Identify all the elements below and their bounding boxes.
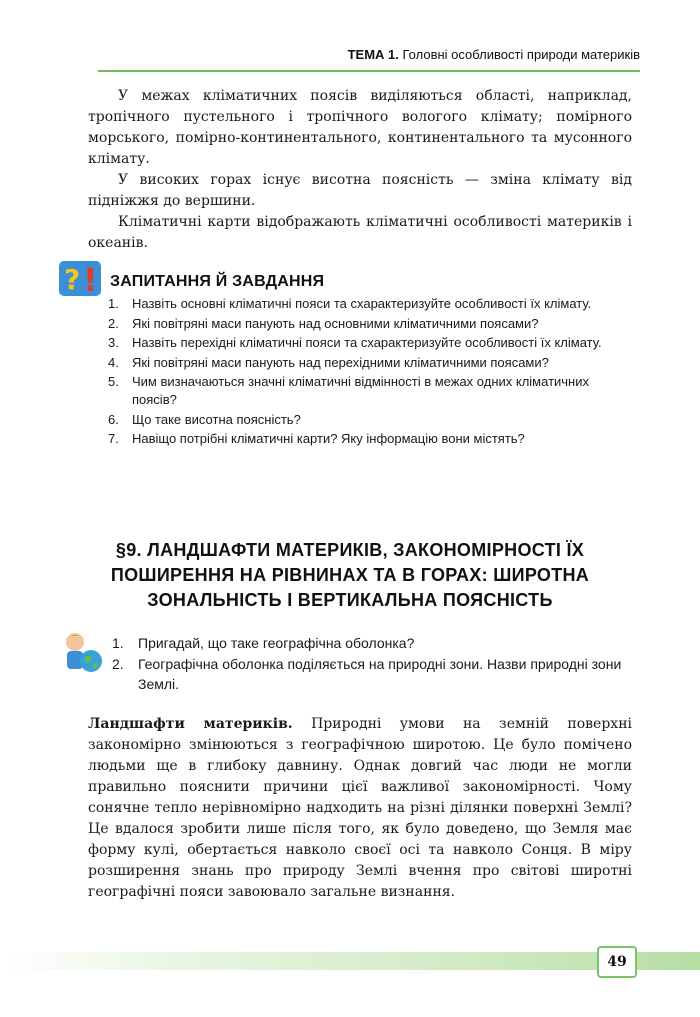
- item-text: Які повітряні маси панують над перехідними кліматичними поясами?: [132, 354, 549, 370]
- main-paragraph: [88, 714, 632, 903]
- item-number: 6.: [108, 411, 119, 427]
- list-item: [112, 633, 636, 653]
- item-text: Які повітряні маси панують над основними кліматичними поясами?: [132, 315, 539, 331]
- item-number: 3.: [108, 335, 119, 350]
- list-item: [108, 295, 636, 313]
- child-with-globe-icon: [60, 630, 106, 676]
- paragraph: У межах кліматичних поясів виділяються області, наприклад, тропічного пустельного і тропічного вологого клімату; помірного морського, помірно-континентального, континентального та мусонного клімату.: [88, 88, 632, 167]
- page-header: [98, 40, 640, 72]
- topic-label: ТЕМА 1.: [347, 47, 399, 62]
- item-number: 2.: [108, 315, 119, 331]
- page-number: 49: [597, 946, 637, 978]
- questions-title: ЗАПИТАННЯ Й ЗАВДАННЯ: [110, 273, 325, 290]
- item-number: 4.: [108, 354, 119, 370]
- questions-list: [108, 295, 636, 450]
- item-number: 1.: [108, 296, 119, 311]
- item-text: Навіщо потрібні кліматичні карти? Яку інформацію вони містять?: [132, 431, 525, 446]
- topic-title: Головні особливості природи материків: [402, 47, 640, 62]
- section-title: §9. ЛАНДШАФТИ МАТЕРИКІВ, ЗАКОНОМІРНОСТІ ЇХ ПОШИРЕННЯ НА РІВНИНАХ ТА В ГОРАХ: ШИРОТНА ЗОНАЛЬНІСТЬ І ВЕРТИКАЛЬНА ПОЯСНІСТЬ: [110, 540, 590, 610]
- paragraph: [88, 714, 632, 903]
- item-text: Що таке висотна поясність?: [132, 411, 301, 427]
- paragraph: Кліматичні карти відображають кліматичні особливості материків і океанів.: [88, 214, 632, 251]
- list-item: [108, 315, 636, 333]
- recall-list: [112, 633, 636, 695]
- item-text: Назвіть перехідні кліматичні пояси та схарактеризуйте особливості їх клімату.: [132, 335, 602, 350]
- item-number: 1.: [112, 635, 124, 651]
- list-item: [108, 354, 636, 372]
- item-text: Чим визначаються значні кліматичні відмінності в межах одних кліматичних поясів?: [132, 374, 589, 407]
- svg-text:?: ?: [64, 263, 81, 296]
- item-text: Назвіть основні кліматичні пояси та схарактеризуйте особливості їх клімату.: [132, 296, 592, 311]
- list-item: [108, 373, 636, 409]
- paragraph-lead: Ландшафти материків.: [88, 716, 293, 732]
- intro-text: [88, 86, 632, 254]
- svg-text:!: !: [83, 261, 98, 298]
- footer-band: [0, 952, 700, 970]
- paragraph-body: Природні умови на земній поверхні закономірно змінюються з географічною широтою. Це було помічено людьми ще в глибоку давнину. Однак довгий час люди не могли правильно пояснити причини цієї важливої закономірності. Чому сонячне тепло нерівномірно надходить на різні ділянки поверхні Землі? Це вдалося зробити лише після того, як було доведено, що Земля має форму кулі, обертається навколо своєї осі та навколо Сонця. В міру розширення знань про природу Землі вчення про світові широтні географічні пояси завоювало загальне визнання.: [88, 716, 633, 900]
- list-item: [108, 334, 636, 352]
- paragraph: У високих горах існує висотна поясність — зміна клімату від підніжжя до вершини.: [88, 172, 632, 209]
- item-number: 5.: [108, 374, 119, 389]
- question-exclamation-icon: [58, 258, 102, 298]
- list-item: [108, 430, 636, 448]
- item-text: Географічна оболонка поділяється на природні зони. Назви природні зони Землі.: [138, 656, 622, 692]
- list-item: [108, 411, 636, 429]
- item-text: Пригадай, що таке географічна оболонка?: [138, 635, 415, 651]
- list-item: [112, 654, 636, 694]
- item-number: 2.: [112, 656, 124, 672]
- item-number: 7.: [108, 431, 119, 446]
